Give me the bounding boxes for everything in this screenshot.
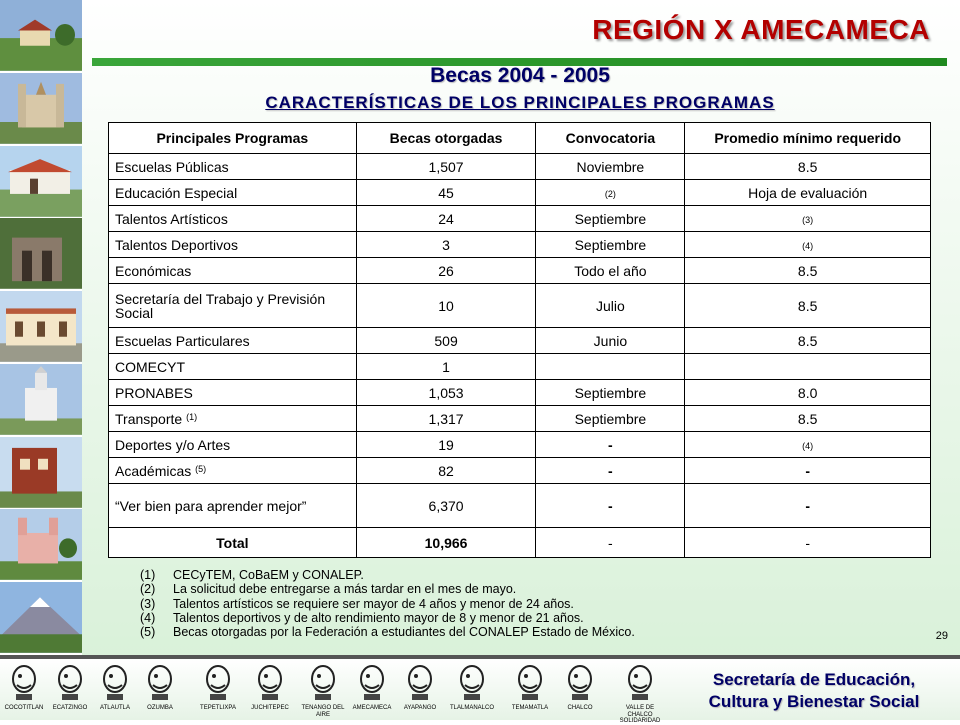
convocatoria-value: - <box>536 484 685 528</box>
municipality-label: OZUMBA <box>147 705 173 711</box>
municipality-label: COCOTITLAN <box>4 705 44 711</box>
municipality-glyph-icon <box>140 663 180 708</box>
col-header-programs: Principales Programas <box>109 123 357 154</box>
photo-brick-tower <box>0 437 82 510</box>
table-row <box>109 180 931 206</box>
photo-pink-church <box>0 509 82 582</box>
municipality-glyph-icon <box>198 663 238 708</box>
convocatoria-note: (2) <box>536 180 685 206</box>
table-row <box>109 432 931 458</box>
page-title: Becas 2004 - 2005 <box>430 64 610 87</box>
municipality-glyph-icon <box>250 663 290 708</box>
becas-value: 3 <box>356 232 536 258</box>
program-name: “Ver bien para aprender mejor” <box>109 484 357 528</box>
total-label: Total <box>109 528 357 558</box>
footnote-text: La solicitud debe entregarse a más tardar en el mes de mayo. <box>173 582 517 597</box>
convocatoria-value: Septiembre <box>536 232 685 258</box>
promedio-value <box>685 354 931 380</box>
footnote <box>140 582 635 596</box>
convocatoria-value: - <box>536 458 685 484</box>
becas-value: 45 <box>356 180 536 206</box>
municipality-label: VALLE DE CHALCO SOLIDARIDAD <box>619 705 661 724</box>
program-name: Talentos Deportivos <box>109 232 357 258</box>
table-row <box>109 354 931 380</box>
program-name: Económicas <box>109 258 357 284</box>
municipality-label: AYAPANGO <box>403 705 437 711</box>
table-row <box>109 458 931 484</box>
municipality-label: TENANGO DEL AIRE <box>301 705 345 718</box>
municipality-label: TEMAMATLA <box>511 705 549 711</box>
footnote-text: CECyTEM, CoBaEM y CONALEP. <box>173 568 364 582</box>
promedio-value: Hoja de evaluación <box>685 180 931 206</box>
convocatoria-value: Noviembre <box>536 154 685 180</box>
table-row <box>109 484 931 528</box>
table-row <box>109 284 931 328</box>
program-name: Talentos Artísticos <box>109 206 357 232</box>
total-row <box>109 528 931 558</box>
footnote-number: (2) <box>140 582 156 597</box>
municipality-glyph-icon <box>50 663 90 708</box>
program-name-cell <box>109 458 357 484</box>
becas-value: 19 <box>356 432 536 458</box>
footer <box>0 659 960 724</box>
promedio-note: (3) <box>685 206 931 232</box>
becas-value: 1 <box>356 354 536 380</box>
footnote-number: (4) <box>140 610 156 625</box>
program-name: Académicas <box>115 462 192 479</box>
program-note: (5) <box>195 463 207 474</box>
col-header-becas: Becas otorgadas <box>356 123 536 154</box>
footnotes <box>140 568 635 639</box>
table-row <box>109 232 931 258</box>
table-row <box>109 380 931 406</box>
municipality-label: CHALCO <box>567 705 593 711</box>
footnote <box>140 568 635 582</box>
table-row <box>109 406 931 432</box>
becas-value: 24 <box>356 206 536 232</box>
convocatoria-value <box>536 354 685 380</box>
programs-table <box>108 122 931 558</box>
municipality-label: JUCHITEPEC <box>251 705 289 711</box>
municipality-label: ATLAUTLA <box>100 705 130 711</box>
program-name-cell <box>109 406 357 432</box>
municipality-glyph-icon <box>560 663 600 708</box>
becas-value: 1,053 <box>356 380 536 406</box>
footnote-number: (5) <box>140 625 156 640</box>
municipality-label: AMECAMECA <box>352 705 392 711</box>
total-promedio: - <box>685 528 931 558</box>
promedio-value: - <box>685 484 931 528</box>
municipality-glyph-icon <box>352 663 392 708</box>
promedio-value: 8.5 <box>685 284 931 328</box>
footnote <box>140 611 635 625</box>
secretaria-name <box>676 669 952 713</box>
promedio-value: 8.5 <box>685 258 931 284</box>
promedio-value: 8.5 <box>685 328 931 354</box>
program-note: (1) <box>186 411 198 422</box>
photo-volcano <box>0 582 82 655</box>
becas-value: 10 <box>356 284 536 328</box>
promedio-note: (4) <box>685 232 931 258</box>
program-name: Escuelas Particulares <box>109 328 357 354</box>
col-header-promedio: Promedio mínimo requerido <box>685 123 931 154</box>
footnote <box>140 597 635 611</box>
municipality-label: ECATZINGO <box>52 705 88 711</box>
municipality-label: TEPETLIXPA <box>200 705 236 711</box>
photo-ruins <box>0 218 82 291</box>
footnote-number: (1) <box>140 568 156 582</box>
municipality-glyph-icon <box>510 663 550 708</box>
municipality-glyph-icon <box>620 663 660 708</box>
promedio-value: 8.5 <box>685 154 931 180</box>
secretaria-line1: Secretaría de Educación, <box>712 670 916 689</box>
program-name: Transporte <box>115 410 183 427</box>
photo-cathedral <box>0 73 82 146</box>
becas-value: 26 <box>356 258 536 284</box>
municipality-glyph-icon <box>303 663 343 708</box>
program-name: Escuelas Públicas <box>109 154 357 180</box>
program-name: COMECYT <box>109 354 357 380</box>
footnote-text: Talentos deportivos y de alto rendimiento mayor de 8 y menor de 21 años. <box>173 610 584 625</box>
convocatoria-value: Septiembre <box>536 380 685 406</box>
photo-strip <box>0 0 82 655</box>
program-name: Educación Especial <box>109 180 357 206</box>
table-row <box>109 206 931 232</box>
convocatoria-value: Todo el año <box>536 258 685 284</box>
table-header-row <box>109 123 931 154</box>
convocatoria-value: - <box>536 432 685 458</box>
municipality-glyph-icon <box>400 663 440 708</box>
photo-town-landscape <box>0 0 82 73</box>
footnote-text: Talentos artísticos se requiere ser mayor de 4 años y menor de 24 años. <box>173 596 574 611</box>
footnote <box>140 625 635 639</box>
becas-value: 1,317 <box>356 406 536 432</box>
region-title: REGIÓN X AMECAMECA <box>592 14 930 45</box>
municipality-glyph-icon <box>95 663 135 708</box>
promedio-value: 8.5 <box>685 406 931 432</box>
footnote-text: Becas otorgadas por la Federación a estudiantes del CONALEP Estado de México. <box>173 625 635 640</box>
convocatoria-value: Julio <box>536 284 685 328</box>
page-subtitle: CARACTERÍSTICAS DE LOS PRINCIPALES PROGRAMAS <box>265 93 775 112</box>
col-header-convocatoria: Convocatoria <box>536 123 685 154</box>
table-row <box>109 328 931 354</box>
becas-value: 6,370 <box>356 484 536 528</box>
page-number: 29 <box>935 630 948 642</box>
total-becas: 10,966 <box>356 528 536 558</box>
becas-value: 1,507 <box>356 154 536 180</box>
convocatoria-value: Septiembre <box>536 206 685 232</box>
secretaria-line2: Cultura y Bienestar Social <box>708 692 920 711</box>
footnote-number: (3) <box>140 596 156 611</box>
total-convocatoria: - <box>536 528 685 558</box>
becas-value: 509 <box>356 328 536 354</box>
program-name: Deportes y/o Artes <box>109 432 357 458</box>
municipality-glyph-icon <box>452 663 492 708</box>
municipality-label: TLALMANALCO <box>449 705 494 711</box>
becas-value: 82 <box>356 458 536 484</box>
photo-colonial-house <box>0 291 82 364</box>
photo-building <box>0 146 82 219</box>
promedio-note: (4) <box>685 432 931 458</box>
program-name: PRONABES <box>109 380 357 406</box>
convocatoria-value: Junio <box>536 328 685 354</box>
program-name: Secretaría del Trabajo y Previsión Social <box>109 284 357 328</box>
table-row <box>109 258 931 284</box>
convocatoria-value: Septiembre <box>536 406 685 432</box>
table-row <box>109 154 931 180</box>
promedio-value: - <box>685 458 931 484</box>
photo-church-white <box>0 364 82 437</box>
promedio-value: 8.0 <box>685 380 931 406</box>
municipality-glyph-icon <box>4 663 44 708</box>
